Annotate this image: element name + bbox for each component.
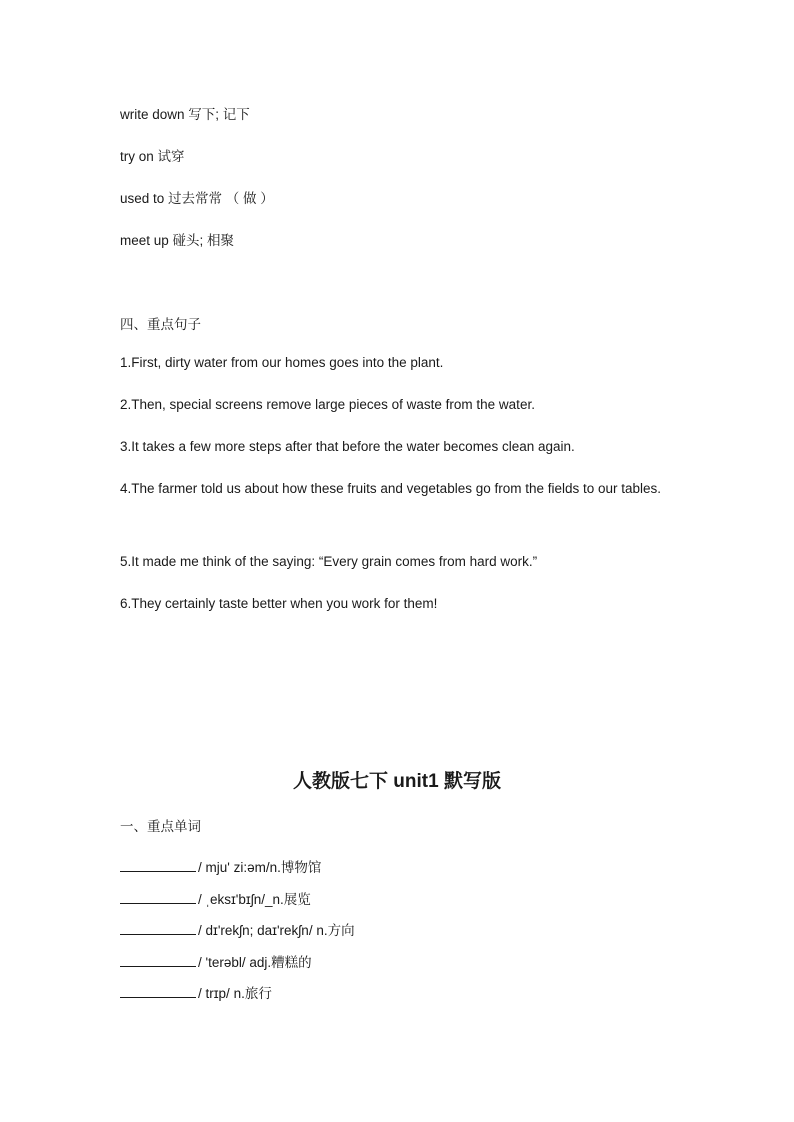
sentence-item: 1.First, dirty water from our homes goes into the plant. xyxy=(120,355,444,370)
section-heading: 一、重点单词 xyxy=(120,819,201,834)
answer-blank[interactable] xyxy=(120,953,196,967)
phrase-item: try on 试穿 xyxy=(120,149,185,164)
page-title: 人教版七下 unit1 默写版 xyxy=(293,771,501,792)
vocab-item xyxy=(120,982,272,1002)
vocab-item xyxy=(120,919,355,939)
phrase-item: write down 写下; 记下 xyxy=(120,107,250,122)
vocab-item xyxy=(120,888,311,908)
section-heading: 四、重点句子 xyxy=(120,317,201,332)
answer-blank[interactable] xyxy=(120,858,196,872)
sentence-item: 5.It made me think of the saying: “Every grain comes from hard work.” xyxy=(120,554,538,569)
answer-blank[interactable] xyxy=(120,984,196,998)
phrase-item: used to 过去常常 （ 做 ） xyxy=(120,191,274,206)
answer-blank[interactable] xyxy=(120,921,196,935)
vocab-text: / trɪp/ n.旅行 xyxy=(198,986,272,1001)
vocab-text: / dɪ'rekʃn; daɪ'rekʃn/ n.方向 xyxy=(198,923,355,938)
vocab-text: / ˌeksɪ'bɪʃn/_n.展览 xyxy=(198,892,311,907)
vocab-text: / mju' zi:əm/n.博物馆 xyxy=(198,860,322,875)
vocab-item xyxy=(120,951,312,971)
answer-blank[interactable] xyxy=(120,890,196,904)
vocab-text: / 'terəbl/ adj.糟糕的 xyxy=(198,955,312,970)
sentence-item: 4.The farmer told us about how these fruits and vegetables go from the fields to our tables. xyxy=(120,481,662,496)
sentence-item: 2.Then, special screens remove large pieces of waste from the water. xyxy=(120,397,535,412)
phrase-item: meet up 碰头; 相聚 xyxy=(120,233,235,248)
vocab-item xyxy=(120,856,321,876)
sentence-item: 3.It takes a few more steps after that before the water becomes clean again. xyxy=(120,439,575,454)
sentence-item: 6.They certainly taste better when you work for them! xyxy=(120,596,438,611)
